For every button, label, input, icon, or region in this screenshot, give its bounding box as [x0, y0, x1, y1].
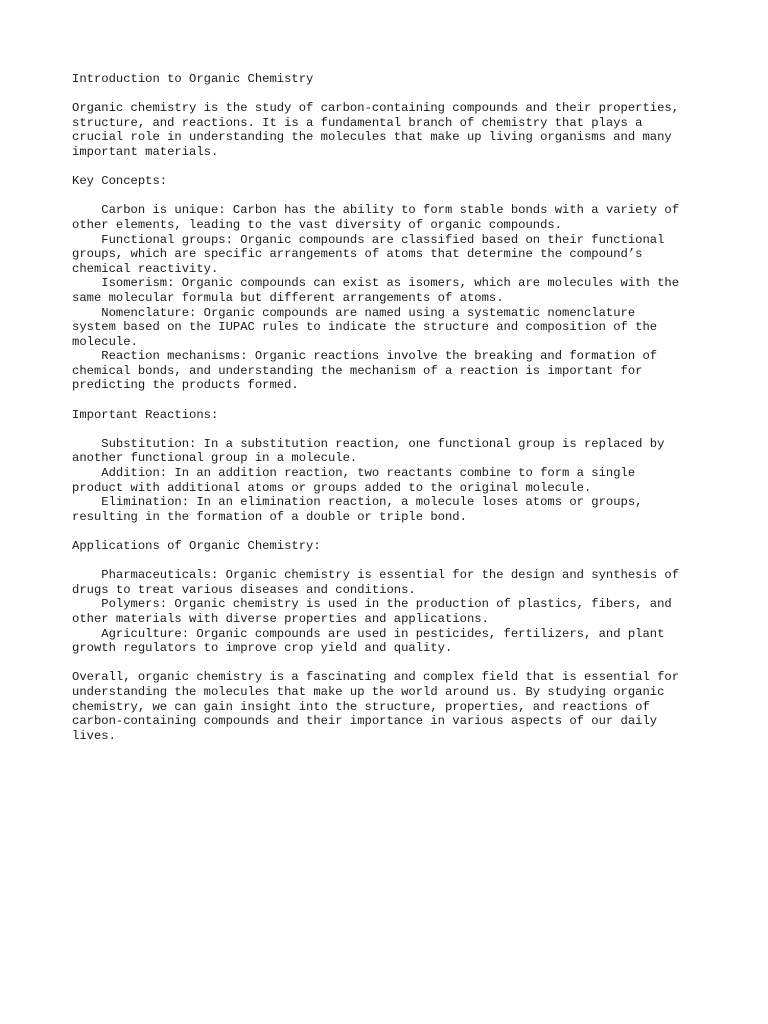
conclusion-line: carbon-containing compounds and their importance in various aspects of our daily [72, 714, 658, 729]
key-concept-line: Reaction mechanisms: Organic reactions involve the breaking and formation of [72, 349, 658, 364]
key-concepts-list [72, 203, 712, 393]
key-concept-line: molecule. [72, 334, 138, 349]
conclusion-line: lives. [72, 728, 116, 743]
spacer [72, 189, 712, 204]
spacer [72, 554, 712, 569]
intro-line: crucial role in understanding the molecules that make up living organisms and many [72, 130, 672, 145]
key-concept-line: same molecular formula but different arrangements of atoms. [72, 290, 504, 305]
key-concept-line: system based on the IUPAC rules to indicate the structure and composition of the [72, 320, 658, 335]
key-concept-line: Nomenclature: Organic compounds are named using a systematic nomenclature [72, 305, 636, 320]
important-reactions-heading: Important Reactions: [72, 407, 219, 422]
key-concept-line: predicting the products formed. [72, 378, 299, 393]
applications-heading: Applications of Organic Chemistry: [72, 539, 321, 553]
conclusion-line: chemistry, we can gain insight into the structure, properties, and reactions of [72, 699, 650, 714]
application-line: other materials with diverse properties and applications. [72, 611, 489, 626]
reaction-line: Elimination: In an elimination reaction, a molecule loses atoms or groups, [72, 495, 643, 510]
key-concepts-heading: Key Concepts: [72, 174, 168, 189]
key-concept-line: chemical bonds, and understanding the mechanism of a reaction is important for [72, 363, 643, 378]
spacer [72, 160, 712, 175]
reaction-line: another functional group in a molecule. [72, 451, 358, 466]
key-concept-line: Carbon is unique: Carbon has the ability to form stable bonds with a variety of [72, 203, 680, 218]
application-line: Pharmaceuticals: Organic chemistry is essential for the design and synthesis of [72, 568, 680, 583]
application-line: drugs to treat various diseases and conditions. [72, 582, 416, 597]
reaction-line: Addition: In an addition reaction, two reactants combine to form a single [72, 466, 636, 481]
key-concept-line: Functional groups: Organic compounds are classified based on their functional [72, 232, 665, 247]
intro-line: Organic chemistry is the study of carbon-containing compounds and their properties, [72, 101, 680, 116]
conclusion-paragraph [72, 670, 712, 743]
important-reactions-list [72, 437, 712, 525]
application-line: growth regulators to improve crop yield and quality. [72, 641, 453, 656]
intro-paragraph [72, 101, 712, 159]
spacer [72, 393, 712, 408]
conclusion-line: Overall, organic chemistry is a fascinating and complex field that is essential for [72, 670, 680, 685]
application-line: Polymers: Organic chemistry is used in the production of plastics, fibers, and [72, 597, 672, 612]
conclusion-line: understanding the molecules that make up the world around us. By studying organic [72, 684, 665, 699]
application-line: Agriculture: Organic compounds are used in pesticides, fertilizers, and plant [72, 626, 665, 641]
spacer [72, 87, 712, 102]
key-concept-line: chemical reactivity. [72, 261, 219, 276]
intro-line: structure, and reactions. It is a fundamental branch of chemistry that plays a [72, 115, 643, 130]
key-concept-line: Isomerism: Organic compounds can exist as isomers, which are molecules with the [72, 276, 680, 291]
document-page [72, 72, 712, 743]
intro-line: important materials. [72, 144, 219, 159]
key-concept-line: groups, which are specific arrangements of atoms that determine the compound’s [72, 247, 643, 262]
document-title: Introduction to Organic Chemistry [72, 72, 314, 86]
reaction-line: product with additional atoms or groups added to the original molecule. [72, 480, 592, 495]
spacer [72, 422, 712, 437]
reaction-line: resulting in the formation of a double or triple bond. [72, 509, 467, 524]
reaction-line: Substitution: In a substitution reaction, one functional group is replaced by [72, 436, 665, 451]
spacer [72, 524, 712, 539]
spacer [72, 656, 712, 671]
applications-list [72, 568, 712, 656]
key-concept-line: other elements, leading to the vast diversity of organic compounds. [72, 217, 563, 232]
